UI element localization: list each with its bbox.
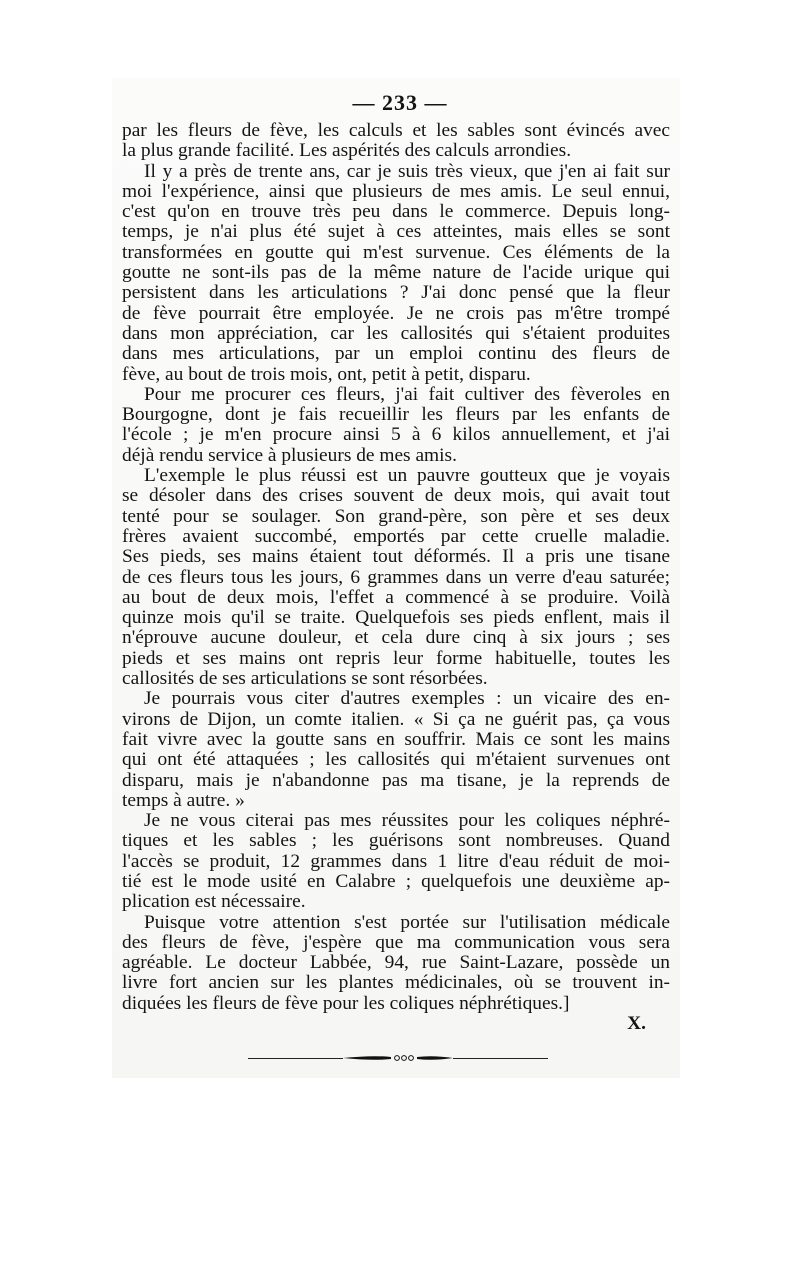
text-line: plication est nécessaire. — [122, 891, 306, 913]
text-line: Puisque votre attention s'est portée sur l'utilisation médicale — [144, 911, 670, 933]
text-line: disparu, mais je n'abandonne pas ma tisane, je la reprends de — [122, 769, 670, 791]
text-line: Ses pieds, ses mains étaient tout déformés. Il a pris une tisane — [122, 546, 670, 568]
paragraph — [122, 913, 670, 1014]
text-line: se désoler dans des crises souvent de deux mois, qui avait tout — [122, 485, 670, 507]
ornament-rule-right — [453, 1058, 548, 1059]
body-text — [122, 121, 670, 1034]
paragraph — [122, 162, 670, 385]
text-line: l'école ; je m'en procure ainsi 5 à 6 kilos annuellement, et j'ai — [122, 424, 670, 446]
text-line: dans mon appréciation, car les callosités qui s'étaient produites — [122, 322, 670, 344]
text-line: Pour me procurer ces fleurs, j'ai fait cultiver des fèveroles en — [144, 383, 670, 405]
text-line: Il y a près de trente ans, car je suis très vieux, que j'en ai fait sur — [144, 160, 670, 182]
text-line: persistent dans les articulations ? J'ai donc pensé que la fleur — [122, 282, 670, 304]
text-line: Je pourrais vous citer d'autres exemples : un vicaire des en- — [144, 688, 670, 710]
text-line: l'accès se produit, 12 grammes dans 1 litre d'eau réduit de moi- — [122, 850, 670, 872]
text-line: goutte ne sont-ils pas de la même nature de l'acide urique qui — [122, 262, 670, 284]
paragraph — [122, 121, 670, 162]
text-line: de fève pourrait être employée. Je ne crois pas m'être trompé — [122, 302, 670, 324]
text-line: de ces fleurs tous les jours, 6 grammes dans un verre d'eau saturée; — [122, 566, 670, 588]
text-line: agréable. Le docteur Labbée, 94, rue Saint-Lazare, possède un — [122, 952, 670, 974]
text-line: n'éprouve aucune douleur, et cela dure cinq à six jours ; ses — [122, 627, 670, 649]
text-line: tenté pour se soulager. Son grand-père, son père et ses deux — [122, 505, 670, 527]
text-line: temps à autre. » — [122, 789, 245, 811]
text-line: L'exemple le plus réussi est un pauvre goutteux que je voyais — [144, 465, 670, 487]
closing-ornament — [248, 1054, 548, 1062]
text-line: pieds et ses mains ont repris leur forme habituelle, toutes les — [122, 647, 670, 669]
text-line: la plus grande facilité. Les aspérités des calculs arrondies. — [122, 140, 572, 162]
page-number: — 233 — — [352, 90, 448, 115]
text-line: livre fort ancien sur les plantes médicinales, où se trouvent in- — [122, 972, 670, 994]
text-line: déjà rendu service à plusieurs de mes amis. — [122, 444, 457, 466]
text-line: quinze mois qu'il se traite. Quelquefois ses pieds enflent, mais il — [122, 607, 670, 629]
text-line: fait vivre avec la goutte sans en souffrir. Mais ce sont les mains — [122, 728, 670, 750]
text-line: fève, au bout de trois mois, ont, petit à petit, disparu. — [122, 363, 531, 385]
paragraph — [122, 466, 670, 689]
ornament-rule-left — [248, 1058, 343, 1059]
text-line: des fleurs de fève, j'espère que ma communication vous sera — [122, 931, 670, 953]
text-line: au bout de deux mois, l'effet a commencé à se produire. Voilà — [122, 586, 670, 608]
text-line: frères avaient succombé, emportés par cette cruelle maladie. — [122, 525, 670, 547]
paragraph — [122, 689, 670, 811]
text-line: moi l'expérience, ainsi que plusieurs de mes amis. Le seul ennui, — [122, 180, 670, 202]
text-line: dans mes articulations, par un emploi continu des fleurs de — [122, 343, 670, 365]
text-line: virons de Dijon, un comte italien. « Si ça ne guérit pas, ça vous — [122, 708, 670, 730]
text-line: qui ont été attaquées ; les callosités qui m'étaient survenues ont — [122, 749, 670, 771]
text-line: temps, je n'ai plus été sujet à ces atteintes, mais elles se sont — [122, 221, 670, 243]
text-line: callosités de ses articulations se sont résorbées. — [122, 668, 488, 690]
text-line: Bourgogne, dont je fais recueillir les fleurs par les enfants de — [122, 404, 670, 426]
paragraph — [122, 811, 670, 912]
ornament-swell — [343, 1055, 453, 1061]
paragraph — [122, 385, 670, 466]
text-line: tiques et les sables ; les guérisons sont nombreuses. Quand — [122, 830, 670, 852]
text-line: c'est qu'on en trouve très peu dans le commerce. Depuis long- — [122, 201, 670, 223]
text-line: par les fleurs de fève, les calculs et les sables sont évincés avec — [122, 120, 670, 141]
text-line: transformées en goutte qui m'est survenue. Ces éléments de la — [122, 241, 670, 263]
text-line: Je ne vous citerai pas mes réussites pour les coliques néphré- — [144, 810, 670, 832]
text-line: tié est le mode usité en Calabre ; quelquefois une deuxième ap- — [122, 870, 670, 892]
signature: X. — [627, 1013, 646, 1035]
text-line: diquées les fleurs de fève pour les coliques néphrétiques.] — [122, 992, 570, 1014]
